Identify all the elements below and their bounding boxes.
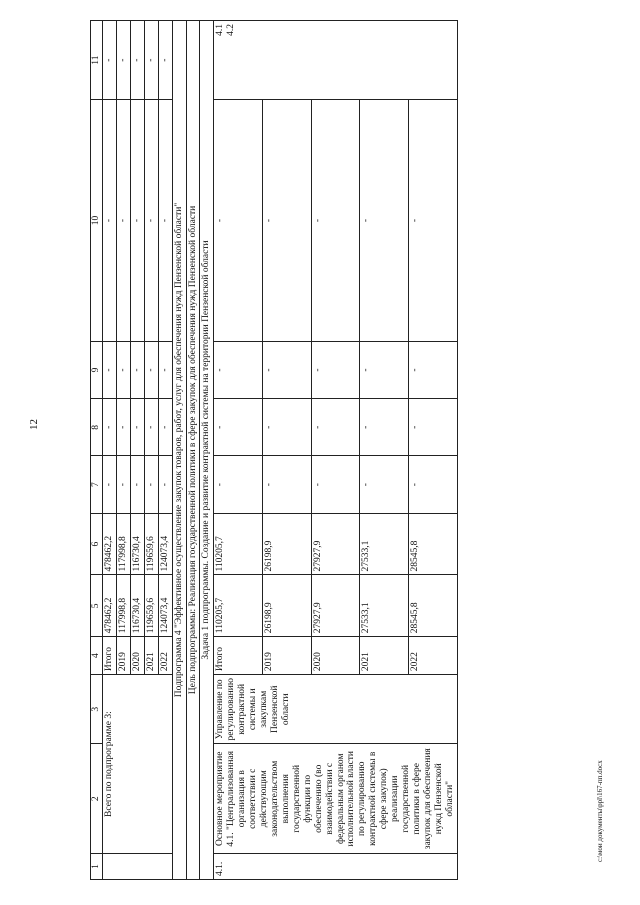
- value-cell: -: [158, 399, 172, 456]
- header-cell: 8: [91, 399, 103, 456]
- value-cell: -: [103, 399, 117, 456]
- value-cell: -: [409, 341, 458, 398]
- header-row: [91, 21, 103, 880]
- value-cell: -: [214, 456, 263, 513]
- value-cell: -: [158, 341, 172, 398]
- value-cell: -: [130, 399, 144, 456]
- measure-executor: Управление по регулированию контрактной системы и закупкам Пензенской области: [214, 675, 457, 744]
- value-cell: -: [311, 399, 360, 456]
- year-cell: 2022: [158, 637, 172, 675]
- value-cell: -: [103, 456, 117, 513]
- value-cell: 28545,8: [409, 575, 458, 637]
- value-cell: -: [116, 456, 130, 513]
- header-cell: 1: [91, 854, 103, 880]
- rotated-table-container: [90, 20, 590, 880]
- value-cell: -: [116, 100, 130, 342]
- header-cell: 3: [91, 675, 103, 744]
- value-cell: 27533,1: [360, 575, 409, 637]
- value-cell: 27927,9: [311, 575, 360, 637]
- value-cell: 110205,7: [214, 575, 263, 637]
- value-cell: -: [311, 456, 360, 513]
- program-table: [90, 20, 458, 880]
- value-cell: -: [409, 399, 458, 456]
- header-cell: 6: [91, 513, 103, 575]
- year-cell: 2020: [311, 637, 360, 675]
- value-cell: -: [263, 100, 312, 342]
- header-cell: 4: [91, 637, 103, 675]
- value-cell: -: [116, 21, 130, 100]
- value-cell: 117998,8: [116, 575, 130, 637]
- header-cell: 11: [91, 21, 103, 100]
- value-cell: -: [158, 21, 172, 100]
- total-label: Всего по подпрограмме 3:: [103, 675, 173, 854]
- value-cell: 124073,4: [158, 513, 172, 575]
- measure-indicators: 4.1 4.2: [214, 21, 457, 100]
- year-cell: 2022: [409, 637, 458, 675]
- value-cell: -: [144, 456, 158, 513]
- value-cell: -: [103, 341, 117, 398]
- measure-number: 4.1.: [214, 854, 457, 880]
- value-cell: -: [409, 100, 458, 342]
- value-cell: -: [144, 341, 158, 398]
- value-cell: -: [116, 399, 130, 456]
- value-cell: -: [130, 341, 144, 398]
- value-cell: -: [214, 341, 263, 398]
- value-cell: 27927,9: [311, 513, 360, 575]
- value-cell: -: [360, 341, 409, 398]
- header-cell: 5: [91, 575, 103, 637]
- value-cell: -: [130, 456, 144, 513]
- value-cell: 117998,8: [116, 513, 130, 575]
- value-cell: -: [158, 456, 172, 513]
- value-cell: -: [360, 456, 409, 513]
- value-cell: 110205,7: [214, 513, 263, 575]
- table-row: [103, 21, 117, 880]
- measure-name: Основное мероприятие 4.1. "Централизованная организация в соответствии с действующим законодательством выполнения государственной функции по обеспечению (во взаимодействии с федеральным органом исполнительной власти по регулированию контрактной системы в сфере закупок) реализации государственной политики в сфере закупок для обеспечения нужд Пензенской области": [214, 744, 457, 854]
- value-cell: -: [214, 399, 263, 456]
- value-cell: -: [360, 100, 409, 342]
- header-cell: 2: [91, 744, 103, 854]
- value-cell: -: [360, 399, 409, 456]
- value-cell: 124073,4: [158, 575, 172, 637]
- value-cell: -: [263, 399, 312, 456]
- subprogram-goal-row: [186, 21, 200, 880]
- value-cell: -: [214, 100, 263, 342]
- value-cell: -: [311, 100, 360, 342]
- subprogram-goal: Цель подпрограммы: Реализация государственной политики в сфере закупок для обеспечения нужд Пензенской области: [186, 21, 200, 880]
- value-cell: 478462,2: [103, 575, 117, 637]
- year-cell: 2021: [360, 637, 409, 675]
- value-cell: -: [409, 456, 458, 513]
- value-cell: 119659,6: [144, 575, 158, 637]
- header-cell: 10: [91, 100, 103, 342]
- value-cell: -: [103, 100, 117, 342]
- value-cell: 119659,6: [144, 513, 158, 575]
- value-cell: -: [144, 399, 158, 456]
- year-cell: 2019: [263, 637, 312, 675]
- value-cell: -: [158, 100, 172, 342]
- task-title-row: [200, 21, 214, 880]
- value-cell: -: [130, 21, 144, 100]
- subprogram-title-row: [172, 21, 186, 880]
- subprogram-title: Подпрограмма 4 "Эффективное осуществление закупок товаров, работ, услуг для обеспечения нужд Пензенской области": [172, 21, 186, 880]
- header-cell: 9: [91, 341, 103, 398]
- value-cell: 28545,8: [409, 513, 458, 575]
- footer-file-path: c:\мои документы\ppl\167-пп.docx: [596, 760, 604, 862]
- value-cell: -: [263, 341, 312, 398]
- value-cell: -: [311, 341, 360, 398]
- value-cell: -: [130, 100, 144, 342]
- value-cell: 26198,9: [263, 575, 312, 637]
- task-title: Задача 1 подпрограммы. Создание и развитие контрактной системы на территории Пензенской области: [200, 21, 214, 880]
- value-cell: 27533,1: [360, 513, 409, 575]
- value-cell: -: [144, 21, 158, 100]
- header-cell: 7: [91, 456, 103, 513]
- year-cell: 2021: [144, 637, 158, 675]
- value-cell: -: [263, 456, 312, 513]
- value-cell: 26198,9: [263, 513, 312, 575]
- year-cell: 2019: [116, 637, 130, 675]
- year-cell: 2020: [130, 637, 144, 675]
- value-cell: -: [144, 100, 158, 342]
- value-cell: 116730,4: [130, 575, 144, 637]
- year-cell: Итого: [103, 637, 117, 675]
- value-cell: -: [103, 21, 117, 100]
- year-cell: Итого: [214, 637, 263, 675]
- value-cell: 116730,4: [130, 513, 144, 575]
- table-row: [214, 21, 263, 880]
- value-cell: -: [116, 341, 130, 398]
- value-cell: 478462,2: [103, 513, 117, 575]
- page-number: 12: [28, 419, 40, 430]
